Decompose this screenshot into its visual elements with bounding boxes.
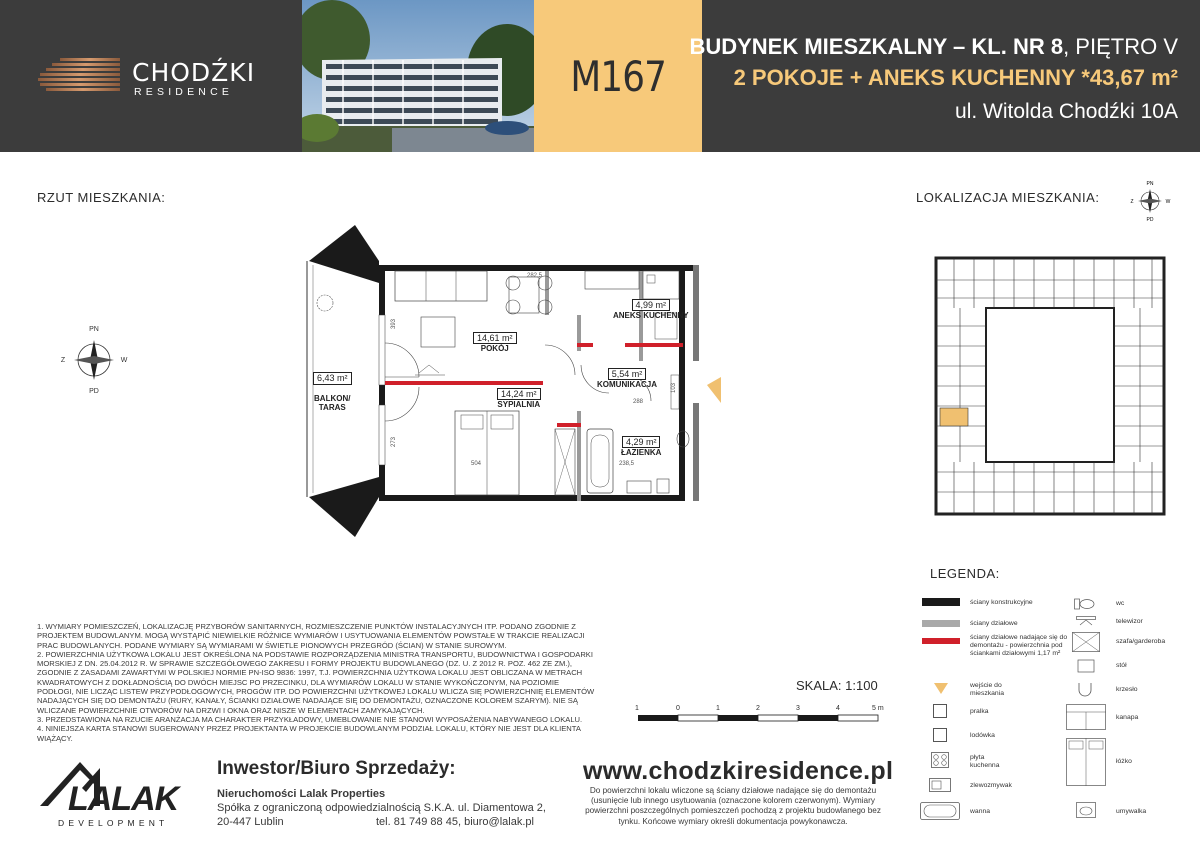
scale-tick: 5 m (872, 705, 884, 712)
compass-east: W (1165, 199, 1171, 205)
dimension-label: 238,5 (619, 461, 635, 467)
note-item: 4. NINIEJSZA KARTA STANOWI SUGEROWANY PRZEZ PROJEKTANTA W PROJEKCIE BUDOWLANYM PODZIAŁ LOKALU, KTÓRY NIE JEST DLA KLIENTA WIĄŻĄCY. (37, 724, 581, 743)
room-pokoj (473, 332, 517, 354)
demountable-wall-swatch (922, 638, 960, 644)
scale-label: SKALA: 1:100 (796, 678, 878, 693)
floor-plan (295, 225, 735, 545)
legend-item: kanapa (1116, 714, 1139, 721)
room-area: 14,61 m² (473, 332, 517, 344)
building-line (689, 34, 1178, 60)
header-banner (0, 0, 1200, 152)
legend-item: płyta kuchenna (970, 754, 1000, 769)
structural-wall-swatch (922, 598, 960, 606)
legend-item: szafa/garderoba (1116, 638, 1166, 645)
brand-title: CHODŹKI (132, 58, 256, 87)
room-area: 14,24 m² (497, 388, 541, 400)
bathtub-icon (920, 802, 960, 820)
compass-south: PD (89, 388, 99, 394)
legend-item: wc (1116, 600, 1125, 607)
wardrobe-icon (1072, 632, 1100, 652)
tv-icon (1076, 616, 1096, 626)
scale-tick: 0 (676, 705, 680, 712)
legend-item: telewizor (1116, 618, 1143, 625)
investor-company: Nieruchomości Lalak Properties (217, 788, 386, 800)
brand-subtitle: RESIDENCE (134, 86, 234, 98)
bed-icon (1066, 738, 1106, 786)
washing-machine-icon (933, 704, 947, 718)
investor-contact[interactable]: tel. 81 749 88 45, biuro@lalak.pl (376, 816, 534, 828)
legend-item: ściany działowe nadające się do demontażu - powierzchnia pod ściankami działowymi 1,17 m² (970, 634, 1068, 657)
website-link[interactable]: www.chodzkiresidence.pl (583, 757, 894, 785)
room-name: BALKON/ TARAS (314, 393, 351, 412)
plan-title: RZUT MIESZKANIA: (37, 190, 166, 205)
room-name: ANEKS KUCHENNY (613, 311, 689, 321)
entrance-icon (934, 683, 948, 695)
room-lazienka (621, 436, 661, 458)
table-icon (1074, 656, 1098, 676)
wc-icon (1074, 598, 1096, 610)
legend-item: ściany konstrukcyjne (970, 599, 1033, 606)
legend-item: stół (1116, 662, 1127, 669)
apartment-info (689, 0, 1178, 152)
legend-item: lodówka (970, 732, 995, 739)
building-photo (302, 0, 534, 152)
room-name: ŁAZIENKA (621, 448, 662, 458)
legend-title: LEGENDA: (930, 566, 1000, 581)
investor-company-full: Spółka z ograniczoną odpowiedzialnością S.K.A. ul. Diamentowa 2, (217, 802, 546, 814)
note-item: 1. WYMIARY POMIESZCZEŃ, LOKALIZACJĘ PRZYBORÓW SANITARNYCH, ROZMIESZCZENIE PUNKTÓW INSTALACYJNYCH ITP. PODANO ZGODNIE Z PROJEKTEM BUDOWLANYM. MOGĄ WYSTĄPIĆ NIEWIELKIE RÓŻNICE WYMIARÓW I USYTUOWANIA ELEMENTÓW POWSTAŁE W TRAKCIE REALIZACJI PRAC BUDOWLANYCH. PODANE WYMIARY SĄ WYMIARAMI W ŚWIETLE PIONOWYCH PRZEGRÓD (ŚCIAN) W STANIE SUROWYM. (37, 622, 585, 650)
dimension-label: 282,5 (527, 273, 543, 279)
scale-tick: 2 (756, 705, 760, 712)
room-area: 4,29 m² (622, 436, 661, 448)
dimension-label: 504 (471, 461, 482, 467)
fridge-icon (933, 728, 947, 742)
scale-tick: 1 (635, 705, 639, 712)
area-footnote: Do powierzchni lokalu wliczone są ściany działowe nadające się do demontażu (usunięcie lub innego usytuowania (oznaczone kolorem czerwonym). Wymiary powierzchni poszczególnych pomieszczeń pochodzą z projektu budowlanego bez tynku. Końcowe wymiary określi dokumentacja powykonawcza. (585, 786, 881, 826)
lalak-word: LALAK (68, 780, 179, 818)
apartment-code: M167 (570, 51, 666, 101)
scale-tick: 3 (796, 705, 800, 712)
dimension-label: 288 (633, 399, 644, 405)
room-komunikacja (597, 368, 657, 390)
location-compass-icon (1128, 178, 1172, 222)
floor-text: , PIĘTRO V (1063, 34, 1178, 59)
room-sypialnia (497, 388, 541, 410)
room-area: 5,54 m² (608, 368, 647, 380)
legend-item: pralka (970, 708, 989, 715)
apartment-code-box (534, 0, 702, 152)
legend-item: krzesło (1116, 686, 1138, 693)
chair-icon (1076, 680, 1094, 698)
rooms-line: 2 POKOJE + ANEKS KUCHENNY *43,67 m² (733, 65, 1178, 90)
sink-icon (929, 778, 951, 792)
room-balkon (313, 363, 352, 412)
room-area: 4,99 m² (632, 299, 671, 311)
lalak-logo (38, 758, 198, 833)
legend-item: wejście do mieszkania (970, 682, 1004, 697)
dimension-label: 273 (391, 436, 398, 448)
compass-east: W (120, 357, 128, 364)
note-item: 3. PRZEDSTAWIONA NA RZUCIE ARANŻACJA MA CHARAKTER PRZYKŁADOWY, UMEBLOWANIE NIE STANOWI WYPOSAŻENIA NABYWANEGO LOKALU. (37, 714, 583, 724)
sofa-icon (1066, 704, 1106, 730)
address-line: ul. Witolda Chodźki 10A (955, 100, 1178, 123)
location-title: LOKALIZACJA MIESZKANIA: (916, 190, 1100, 205)
lalak-subtitle: DEVELOPMENT (58, 818, 169, 828)
cooktop-icon (931, 752, 949, 768)
brand-logo (0, 0, 302, 152)
legend-item: łóżko (1116, 758, 1132, 765)
room-area: 6,43 m² (313, 372, 352, 384)
compass-north: PN (1146, 181, 1154, 187)
compass-west: Z (1130, 199, 1134, 205)
compass-icon (58, 322, 130, 394)
note-item: 2. POWIERZCHNIA UŻYTKOWA LOKALU JEST OKREŚLONA NA PODSTAWIE ROZPORZĄDZENIA MINISTRA TRANSPORTU, BUDOWNICTWA I GOSPODARKI MORSKIEJ Z DN. 25.04.2012 R. W SPRAWIE SZCZEGÓŁOWEGO ZAKRESU I FORMY PROJEKTU BUDOWLANEGO (DZ. U. Z 2012 R. POZ. 462 ZE ZM.), ZGODNIE Z ZASADAMI ZAWARTYMI W POLSKIEJ NORMIE PN-ISO 9836: 1997, T.J. POWIERZCHNIA UŻYTKOWA LOKALU JEST OBLICZANA W METRACH KWADRATOWYCH Z DOKŁADNOŚCIĄ DO DWÓCH MIEJSC PO PRZECINKU, DLA WYMIARÓW LOKALU W STANIE WYKOŃCZONYM, NA POZIOMIE PODŁOGI, NIE LICZĄC LISTEW PRZYPODŁOGOWYCH, PROGÓW ITP. DO POWIERZCHNI UŻYTKOWEJ LOKALU WLICZA SIĘ POWIERZCHNIĘ ELEMENTÓW NADAJĄCYCH SIĘ DO DEMONTAŻU (RURY, KANAŁY, ŚCIANKI DZIAŁOWE NADAJĄCE SIĘ DO DEMONTAŻU, OZNACZONE KOLOREM SZARYM). NIE SĄ WLICZANE POWIERZCHNIE OTWORÓW NA DRZWI I OKNA ORAZ NISZE W ELEMENTACH ZAMYKAJĄCYCH. (37, 649, 595, 715)
investor-city: 20-447 Lublin (217, 816, 284, 828)
washbasin-icon (1076, 802, 1096, 818)
legend-item: wanna (970, 808, 991, 815)
scale-tick: 1 (716, 705, 720, 712)
legend-item: umywalka (1116, 808, 1147, 815)
compass-west: Z (60, 357, 66, 364)
legend-item: zlewozmywak (970, 782, 1012, 789)
scale-tick: 4 (836, 705, 840, 712)
legend-item: ściany działowe (970, 620, 1018, 627)
room-name: SYPIALNIA (497, 400, 541, 410)
floor-plan-drawing (295, 225, 735, 545)
room-aneks (613, 299, 689, 321)
building-location-plan (930, 250, 1170, 520)
partition-wall-swatch (922, 620, 960, 627)
compass-north: PN (89, 326, 99, 333)
room-name: POKÓJ (480, 344, 509, 354)
scale-bar (632, 705, 892, 735)
dimension-label: 103 (671, 382, 678, 394)
legal-notes (37, 622, 597, 743)
investor-title: Inwestor/Biuro Sprzedaży: (217, 758, 456, 779)
compass-south: PD (1146, 217, 1154, 222)
room-name: KOMUNIKACJA (597, 380, 657, 390)
building-name: BUDYNEK MIESZKALNY – KL. NR 8 (689, 34, 1064, 59)
brand-stripes-icon (38, 58, 120, 94)
dimension-label: 393 (391, 318, 398, 330)
